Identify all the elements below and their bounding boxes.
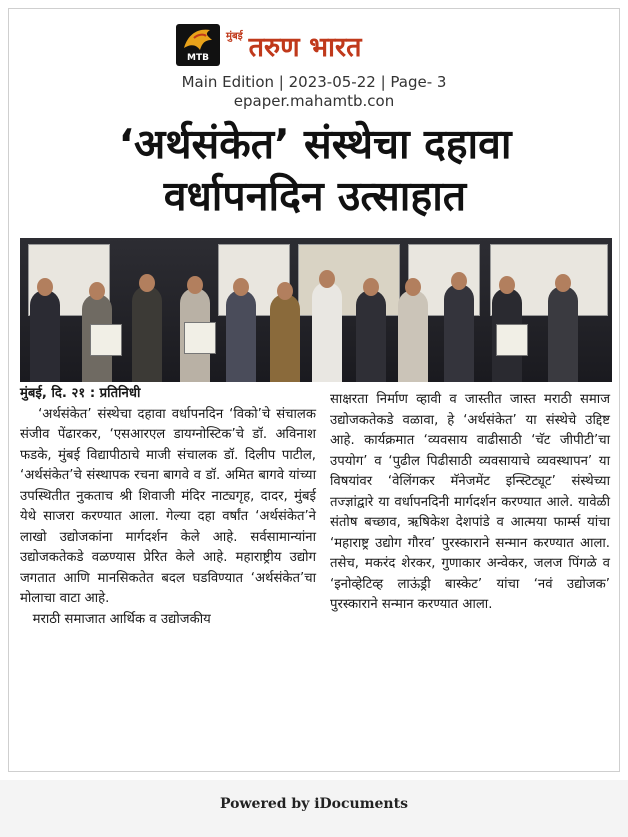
person xyxy=(356,290,386,382)
person xyxy=(398,290,428,382)
certificate xyxy=(496,324,528,356)
certificate xyxy=(90,324,122,356)
article-right-column xyxy=(330,390,615,616)
lion-emblem-icon xyxy=(180,26,216,52)
person-head xyxy=(499,276,515,294)
person xyxy=(548,286,578,382)
paragraph: ‘अर्थसंकेत’ संस्थेचा दहावा वर्धापनदिन ‘विको’चे संचालक संजीव पेंढारकर, ‘एसआरएल डायग्नोस्टिक’चे डॉ. अविनाश फडके, मुंबई विद्यापीठाचे माजी संचालक डॉ. दिलीप पाटील, ‘अर्थसंकेत’चे संस्थापक रचना बागवे व डॉ. अमित बागवे यांच्या उपस्थितीत नुकताच श्री शिवाजी मंदिर नाट्यगृह, दादर, मुंबई येथे साजरा करण्यात आला. गेल्या दहा वर्षांत ‘अर्थसंकेत’ने लाखो उद्योजकांना मार्गदर्शन केले आहे. सर्वसामान्यांना उद्योजकतेकडे वळण्यास प्रेरित केले आहे. महाराष्ट्रीय उद्योग जगतात आणि मानसिकतेत बदल घडविण्यात ‘अर्थसंकेत’चा मोलाचा वाटा आहे. xyxy=(20,406,321,606)
city-label: मुंबई xyxy=(226,31,243,42)
person-head xyxy=(139,274,155,292)
site-url[interactable]: epaper.mahamtb.con xyxy=(233,92,395,110)
person-head xyxy=(555,274,571,292)
person-head xyxy=(405,278,421,296)
article-left-column xyxy=(20,384,321,630)
mtb-badge-text: MTB xyxy=(187,53,209,63)
brand-name: तरुण भारत xyxy=(248,31,362,63)
masthead[interactable] xyxy=(176,22,456,68)
article-headline xyxy=(20,118,610,222)
paragraph: मराठी समाजात आर्थिक व उद्योजकीय xyxy=(20,611,211,627)
person xyxy=(226,290,256,382)
person-head xyxy=(37,278,53,296)
footer-bar xyxy=(0,780,628,837)
powered-by-link[interactable]: Powered by iDocuments xyxy=(220,796,408,812)
article-photo xyxy=(20,238,612,382)
person xyxy=(270,294,300,382)
person-head xyxy=(451,272,467,290)
person xyxy=(312,282,342,382)
person-head xyxy=(277,282,293,300)
headline-line-1: ‘अर्थसंकेत’ संस्थेचा दहावा xyxy=(118,120,512,168)
person-head xyxy=(363,278,379,296)
person-head xyxy=(233,278,249,296)
headline-line-2: वर्धापनदिन उत्साहात xyxy=(163,172,467,220)
certificate xyxy=(184,322,216,354)
person-head xyxy=(319,270,335,288)
paragraph: साक्षरता निर्माण व्हावी व जास्तीत जास्त मराठी समाज उद्योजकतेकडे वळावा, हे ‘अर्थसंकेत’ या संस्थेचे उद्दिष्ट आहे. कार्यक्रमात ‘व्यवसाय वाढीसाठी ‘चॅट जीपीटी’चा उपयोग’ व ‘पुढील पिढीसाठी व्यवसायाचे व्यवस्थापन’ या विषयांवर ‘वेलिंगकर मॅनेजमेंट इन्स्टिट्यूट’ संस्थेच्या तज्ज्ञांद्वारे या वर्धापनदिनी मार्गदर्शन करण्यात आले. यावेळी संतोष बच्छाव, ऋषिकेश देशपांडे व आत्मया फार्म्स यांचा ‘महाराष्ट्र उद्योग गौरव’ पुरस्काराने सन्मान करण्यात आला. तसेच, मकरंद शेरकर, गुणाकार अन्वेकर, जलज पिंगळे व ‘इनोव्हेटिव्ह लाऊंड्री बास्केट’ यांचा ‘नवं उद्योजक’ पुरस्काराने सन्मान करण्यात आला. xyxy=(330,392,615,612)
person-head xyxy=(187,276,203,294)
dateline: मुंबई, दि. २१ : प्रतिनिधी xyxy=(20,386,141,401)
person xyxy=(444,284,474,382)
person xyxy=(30,290,60,382)
mtb-logo xyxy=(176,24,220,66)
person xyxy=(132,286,162,382)
person-head xyxy=(89,282,105,300)
edition-line: Main Edition | 2023-05-22 | Page- 3 xyxy=(181,73,447,91)
